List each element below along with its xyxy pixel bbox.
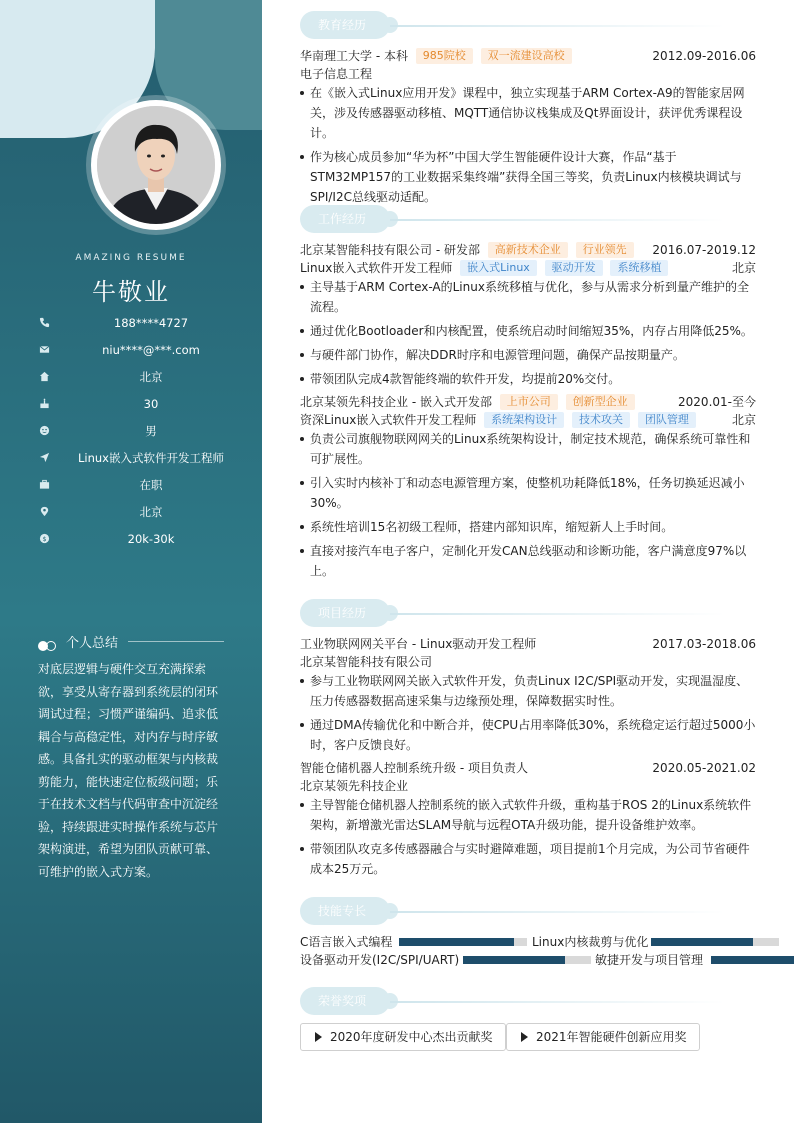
section-title: 教育经历 <box>318 18 367 32</box>
avatar-portrait <box>97 106 215 224</box>
phone-icon <box>38 317 50 329</box>
job-city: 北京 <box>731 261 756 275</box>
list-item: 主导智能仓储机器人控制系统的嵌入式软件升级，重构基于ROS 2的Linux系统软件架构，新增激光雷达SLAM导航与远程OTA升级功能，提升设备维护效率。 <box>300 795 756 835</box>
education-date: 2012.09-2016.06 <box>652 49 756 63</box>
list-item: 带领团队攻克多传感器融合与实时避障难题，项目提前1个月完成，为公司节省硬件成本25万元。 <box>300 839 756 879</box>
summary-dots-icon <box>38 636 56 655</box>
info-location <box>38 502 238 529</box>
section-title: 技能专长 <box>318 904 367 918</box>
skill-name: Linux内核裁剪与优化 <box>532 935 649 949</box>
company-tag: 创新型企业 <box>566 394 635 410</box>
salary-icon <box>38 533 50 545</box>
school-tag: 双一流建设高校 <box>481 48 572 64</box>
award-label: 2021年智能硬件创新应用奖 <box>536 1030 687 1044</box>
list-item: 通过优化Bootloader和内核配置，使系统启动时间缩短35%，内存占用降低25%。 <box>300 321 756 341</box>
company-name: 北京某智能科技有限公司 - 研发部 <box>300 243 480 257</box>
project-company: 北京某领先科技企业 <box>300 779 409 793</box>
mail-icon <box>38 344 50 356</box>
skill-name: 设备驱动开发(I2C/SPI/UART) <box>300 953 460 967</box>
job-bullets <box>300 277 756 393</box>
list-item: 系统性培训15名初级工程师，搭建内部知识库，缩短新人上手时间。 <box>300 517 756 537</box>
skill-name: C语言嵌入式编程 <box>300 935 393 949</box>
position-tag: 团队管理 <box>638 412 696 428</box>
section-title: 荣誉奖项 <box>318 994 367 1008</box>
project-bullets <box>300 795 756 883</box>
skill-bar-fill <box>399 938 514 946</box>
summary-divider <box>128 641 224 642</box>
position-title: 资深Linux嵌入式软件开发工程师 <box>300 413 477 427</box>
list-item: 与硬件部门协作，解决DDR时序和电源管理问题，确保产品按期量产。 <box>300 345 756 365</box>
section-work-heading <box>300 205 725 233</box>
skill-bar-fill <box>463 956 565 964</box>
list-item: 作为核心成员参加“华为杯”中国大学生智能硬件设计大赛，作品“基于STM32MP157的工业数据采集终端”获得全国三等奖，负责Linux内核模块调试与SPI/I2C总线驱动适配。 <box>300 147 756 207</box>
list-item: 在《嵌入式Linux应用开发》课程中，独立实现基于ARM Cortex-A9的智能家居网关，涉及传感器驱动移植、MQTT通信协议栈集成及Qt界面设计，获评优秀课程设计。 <box>300 83 756 143</box>
section-title: 工作经历 <box>318 212 367 226</box>
position-tag: 系统移植 <box>610 260 668 276</box>
project-date: 2017.03-2018.06 <box>652 637 756 651</box>
list-item: 通过DMA传输优化和中断合并，使CPU占用率降低30%，系统稳定运行超过5000小时，客户反馈良好。 <box>300 715 756 755</box>
job-target-value: Linux嵌入式软件开发工程师 <box>78 451 224 465</box>
birthday-cake-icon <box>38 398 50 410</box>
avatar <box>97 106 215 224</box>
education-header <box>300 47 756 65</box>
skill-bar <box>711 956 794 964</box>
status-value: 在职 <box>139 478 163 492</box>
email-value: niu****@***.com <box>102 343 200 357</box>
info-status <box>38 475 238 502</box>
gender-icon <box>38 425 50 437</box>
gender-value: 男 <box>145 424 157 438</box>
personal-info <box>38 313 238 556</box>
list-item: 引入实时内核补丁和动态电源管理方案，使整机功耗降低18%，任务切换延迟减小30%。 <box>300 473 756 513</box>
send-icon <box>38 452 50 464</box>
skill-bar <box>651 938 779 946</box>
info-phone <box>38 313 238 340</box>
location-value: 北京 <box>139 505 163 519</box>
list-item: 主导基于ARM Cortex-A的Linux系统移植与优化，参与从需求分析到量产维护的全流程。 <box>300 277 756 317</box>
job-header <box>300 393 756 411</box>
job-date: 2020.01-至今 <box>678 395 756 409</box>
company-name: 北京某领先科技企业 - 嵌入式开发部 <box>300 395 492 409</box>
triangle-icon <box>521 1032 528 1042</box>
summary-text: 对底层逻辑与硬件交互充满探索欲，享受从寄存器到系统层的闭环调试过程；习惯严谨编码、追求低耦合与高稳定性，对内存与时序敏感。具备扎实的驱动框架与内核裁剪能力，能快速定位板级问题；乐于在技术文档与代码审查中沉淀经验，持续跟进实时操作系统与芯片架构演进，希望为团队贡献可靠、可维护的嵌入式方案。 <box>38 662 219 879</box>
list-item: 参与工业物联网网关嵌入式软件开发，负责Linux I2C/SPI驱动开发，实现温湿度、压力传感器数据高速采集与边缘预处理，保障数据实时性。 <box>300 671 756 711</box>
phone-value: 188****4727 <box>113 316 189 330</box>
skill-bar <box>463 956 591 964</box>
company-tag: 高新技术企业 <box>488 242 568 258</box>
briefcase-icon <box>38 479 50 491</box>
svg-text:$: $ <box>41 534 47 543</box>
skill-bar <box>399 938 527 946</box>
company-tag: 上市公司 <box>500 394 558 410</box>
skill-bar-fill <box>711 956 794 964</box>
summary-heading <box>38 632 224 650</box>
project-bullets <box>300 671 756 759</box>
section-projects-heading <box>300 599 725 627</box>
job-position-row <box>300 259 756 277</box>
location-pin-icon <box>38 506 50 518</box>
sidebar <box>0 0 262 1123</box>
age-value: 30 <box>143 397 159 411</box>
info-age <box>38 394 238 421</box>
position-title: Linux嵌入式软件开发工程师 <box>300 261 453 275</box>
hometown-value: 北京 <box>139 370 163 384</box>
info-gender <box>38 421 238 448</box>
info-home <box>38 367 238 394</box>
position-tag: 驱动开发 <box>545 260 603 276</box>
list-item: 带领团队完成4款智能终端的软件开发，均提前20%交付。 <box>300 369 756 389</box>
section-education-heading <box>300 11 725 39</box>
education-major: 电子信息工程 <box>300 67 373 81</box>
position-tag: 系统架构设计 <box>484 412 564 428</box>
section-title: 项目经历 <box>318 606 367 620</box>
award-item <box>506 1023 700 1051</box>
triangle-icon <box>315 1032 322 1042</box>
award-label: 2020年度研发中心杰出贡献奖 <box>330 1030 493 1044</box>
school-name: 华南理工大学 - 本科 <box>300 49 408 63</box>
skill-bar-fill <box>651 938 753 946</box>
project-header <box>300 759 756 777</box>
award-item <box>300 1023 506 1051</box>
list-item: 负责公司旗舰物联网网关的Linux系统架构设计，制定技术规范，确保系统可靠性和可扩展性。 <box>300 429 756 469</box>
project-header <box>300 635 756 653</box>
salary-value: 20k-30k <box>127 532 175 546</box>
info-salary <box>38 529 238 556</box>
section-skills-heading <box>300 897 725 925</box>
avatar-frame <box>91 100 221 230</box>
company-tag: 行业领先 <box>576 242 634 258</box>
job-bullets <box>300 429 756 585</box>
project-company: 北京某智能科技有限公司 <box>300 655 433 669</box>
position-tag: 技术攻关 <box>572 412 630 428</box>
job-date: 2016.07-2019.12 <box>652 243 756 257</box>
project-name: 智能仓储机器人控制系统升级 - 项目负责人 <box>300 761 528 775</box>
skill-name: 敏捷开发与项目管理 <box>595 953 704 967</box>
info-email <box>38 340 238 367</box>
position-tag: 嵌入式Linux <box>460 260 537 276</box>
candidate-name: 牛敬业 <box>92 278 170 306</box>
school-tag: 985院校 <box>416 48 473 64</box>
home-icon <box>38 371 50 383</box>
summary-title: 个人总结 <box>66 636 119 651</box>
section-awards-heading <box>300 987 725 1015</box>
info-job-target <box>38 448 238 475</box>
resume-label: AMAZING RESUME <box>75 253 187 263</box>
list-item: 直接对接汽车电子客户，定制化开发CAN总线驱动和诊断功能，客户满意度97%以上。 <box>300 541 756 581</box>
job-city: 北京 <box>731 413 756 427</box>
project-date: 2020.05-2021.02 <box>652 761 756 775</box>
project-name: 工业物联网网关平台 - Linux驱动开发工程师 <box>300 637 537 651</box>
job-position-row <box>300 411 756 429</box>
job-header <box>300 241 756 259</box>
education-bullets <box>300 83 756 211</box>
